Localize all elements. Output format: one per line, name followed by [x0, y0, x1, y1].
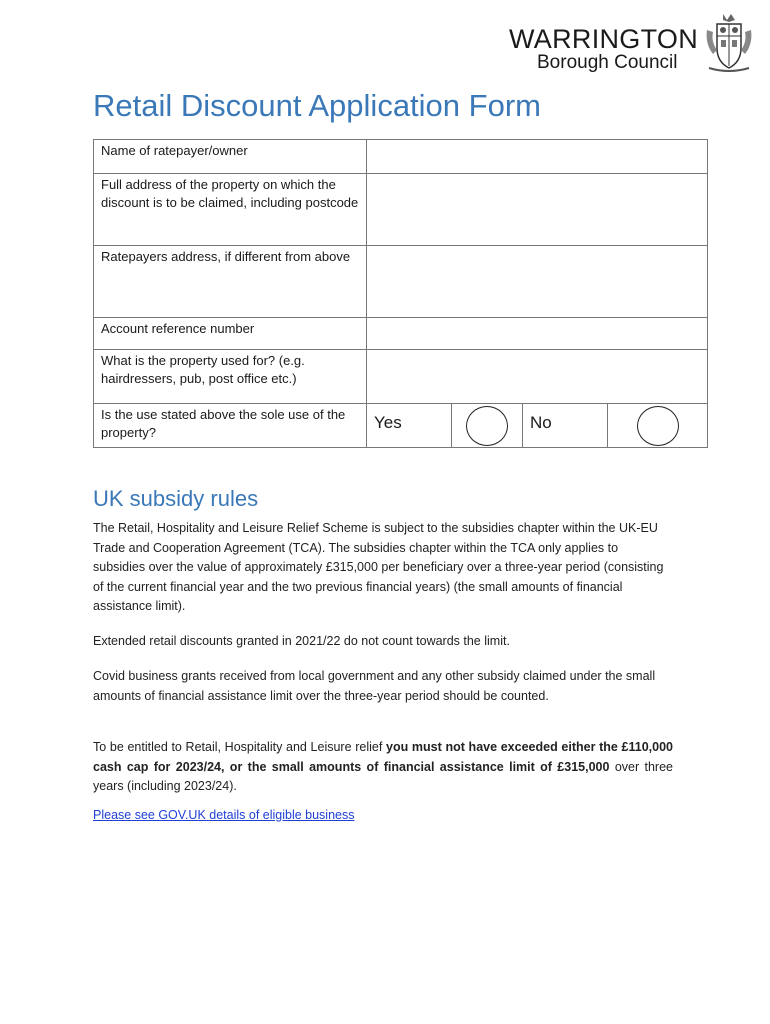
property-address-field[interactable]: [367, 174, 708, 246]
no-option-cell[interactable]: [608, 404, 708, 448]
form-row: [94, 246, 708, 318]
ratepayer-name-field[interactable]: [367, 140, 708, 174]
form-label: Account reference number: [94, 318, 367, 350]
council-logo: [505, 10, 755, 74]
application-form-table: [93, 139, 708, 448]
form-label: Full address of the property on which the discount is to be claimed, including postcode: [94, 174, 367, 246]
paragraph: Extended retail discounts granted in 2021/22 do not count towards the limit.: [93, 634, 510, 648]
coat-of-arms-icon: [703, 10, 755, 74]
paragraph: The Retail, Hospitality and Leisure Relief Scheme is subject to the subsidies chapter within the UK-EU Trade and Cooperation Agreement (TCA). The subsidies chapter within the TCA only applies to subsidies over the value of approximately £315,000 per beneficiary over a three-year period (consisting of the current financial year and the two previous financial years) (the small amounts of financial assistance limit).: [93, 521, 664, 613]
no-label: No: [523, 404, 608, 448]
form-row: [94, 318, 708, 350]
no-radio[interactable]: [637, 406, 679, 446]
section-heading: UK subsidy rules: [93, 486, 259, 511]
paragraph: Covid business grants received from local government and any other subsidy claimed under the small amounts of financial assistance limit over the three-year period should be counted.: [93, 669, 656, 703]
logo-subtitle: Borough Council: [537, 52, 678, 73]
yes-radio[interactable]: [466, 406, 508, 446]
property-use-field[interactable]: [367, 350, 708, 404]
yes-label: Yes: [367, 404, 452, 448]
form-label: Ratepayers address, if different from above: [94, 246, 367, 318]
paragraph-text: To be entitled to Retail, Hospitality and Leisure relief: [93, 740, 386, 754]
paragraph-text: over three years (including 2023/24).: [93, 759, 673, 793]
ratepayer-address-field[interactable]: [367, 246, 708, 318]
form-row: [94, 140, 708, 174]
form-row: [94, 350, 708, 404]
paragraph-entitlement: [93, 738, 673, 797]
logo-name: WARRINGTON: [509, 24, 698, 54]
form-label: Is the use stated above the sole use of the property?: [94, 404, 367, 448]
yes-option-cell[interactable]: [452, 404, 523, 448]
page-title: Retail Discount Application Form: [93, 88, 541, 123]
form-label: Name of ratepayer/owner: [94, 140, 367, 174]
account-reference-field[interactable]: [367, 318, 708, 350]
gov-uk-link[interactable]: Please see GOV.UK details of eligible business: [93, 808, 355, 822]
form-row: [94, 404, 708, 448]
form-label: What is the property used for? (e.g. hairdressers, pub, post office etc.): [94, 350, 367, 404]
paragraph-bold-text: you must not have exceeded either the £110,000 cash cap for 2023/24, or the small amounts of financial assistance limit of £315,000: [93, 740, 673, 774]
form-row: [94, 174, 708, 246]
